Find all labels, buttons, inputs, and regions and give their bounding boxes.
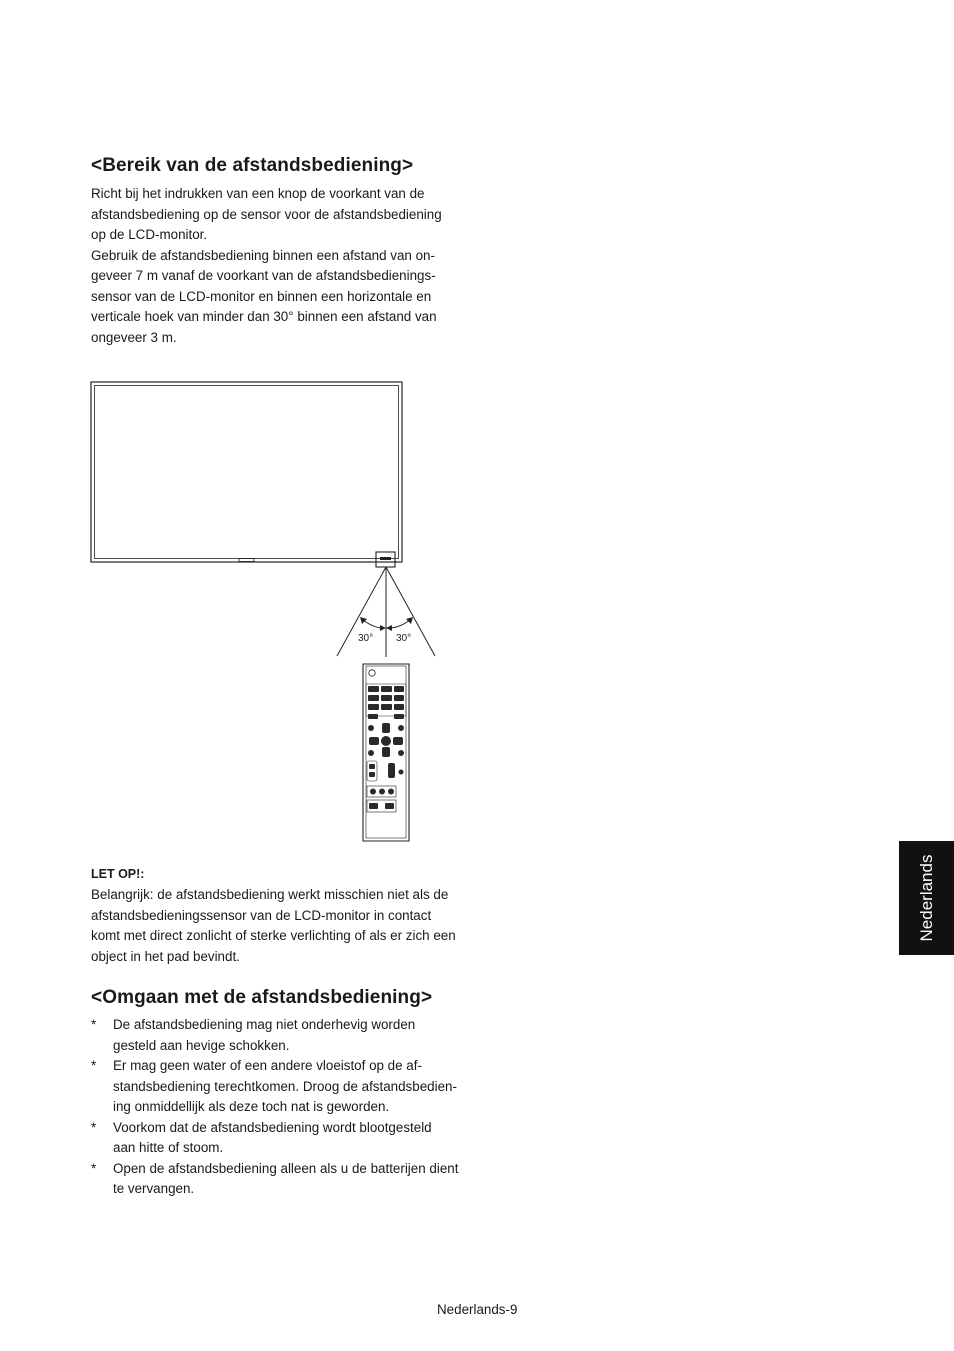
paragraph-line: verticale hoek van minder dan 30° binnen een afstand van xyxy=(91,309,437,324)
list-item xyxy=(91,1118,481,1159)
handling-bullet-list xyxy=(91,1015,481,1200)
bullet-marker: * xyxy=(91,1058,97,1073)
lcd-monitor-illustration xyxy=(91,382,402,567)
note-line: afstandsbedieningssensor van de LCD-monitor in contact xyxy=(91,907,432,923)
bullet-line: te vervangen. xyxy=(113,1181,195,1196)
note-line: komt met direct zonlicht of sterke verlichting of als er zich een xyxy=(91,928,456,943)
paragraph-line: op de LCD-monitor. xyxy=(91,227,208,242)
note-paragraph xyxy=(91,885,471,967)
paragraph-line: Richt bij het indrukken van een knop de voorkant van de xyxy=(91,186,425,201)
list-item xyxy=(91,1056,481,1118)
list-item xyxy=(91,1015,481,1056)
paragraph-line: Gebruik de afstandsbediening binnen een afstand van on- xyxy=(91,247,435,263)
note-title: LET OP!: xyxy=(91,867,145,881)
page-number: Nederlands-9 xyxy=(437,1302,518,1317)
remote-control-illustration xyxy=(363,664,409,841)
paragraph-line: geveer 7 m vanaf de voorkant van de afstandsbedienings- xyxy=(91,268,436,283)
bullet-line: Open de afstandsbediening alleen als u de batterijen dient xyxy=(113,1160,459,1176)
paragraph-line: afstandsbediening op de sensor voor de afstandsbediening xyxy=(91,206,442,222)
bullet-line: ing onmiddellijk als deze toch nat is geworden. xyxy=(113,1099,390,1114)
angle-label-left: 30° xyxy=(358,633,374,644)
bullet-line: De afstandsbediening mag niet onderhevig worden xyxy=(113,1017,416,1032)
paragraph-line: sensor van de LCD-monitor en binnen een horizontale en xyxy=(91,288,432,304)
language-side-tab xyxy=(899,841,954,955)
bullet-line: gesteld aan hevige schokken. xyxy=(113,1037,290,1053)
list-item xyxy=(91,1159,481,1200)
section-title-handling: <Omgaan met de afstandsbediening> xyxy=(91,987,433,1008)
section-title-range: <Bereik van de afstandsbediening> xyxy=(91,155,414,176)
bullet-line: aan hitte of stoom. xyxy=(113,1140,224,1155)
note-line: Belangrijk: de afstandsbediening werkt misschien niet als de xyxy=(91,887,449,902)
range-paragraph xyxy=(91,184,471,348)
bullet-line: Voorkom dat de afstandsbediening wordt blootgesteld xyxy=(113,1119,432,1135)
bullet-line: standsbediening terechtkomen. Droog de afstandsbedien- xyxy=(113,1078,457,1094)
bullet-marker: * xyxy=(91,1119,97,1135)
remote-range-diagram xyxy=(0,370,954,850)
range-angle-lines xyxy=(337,567,435,657)
angle-label-right: 30° xyxy=(396,633,412,644)
language-tab-label: Nederlands xyxy=(916,854,936,942)
note-line: object in het pad bevindt. xyxy=(91,948,240,964)
bullet-line: Er mag geen water of een andere vloeistof op de af- xyxy=(113,1058,422,1073)
bullet-marker: * xyxy=(91,1017,97,1032)
paragraph-line: ongeveer 3 m. xyxy=(91,329,177,345)
bullet-marker: * xyxy=(91,1160,97,1176)
